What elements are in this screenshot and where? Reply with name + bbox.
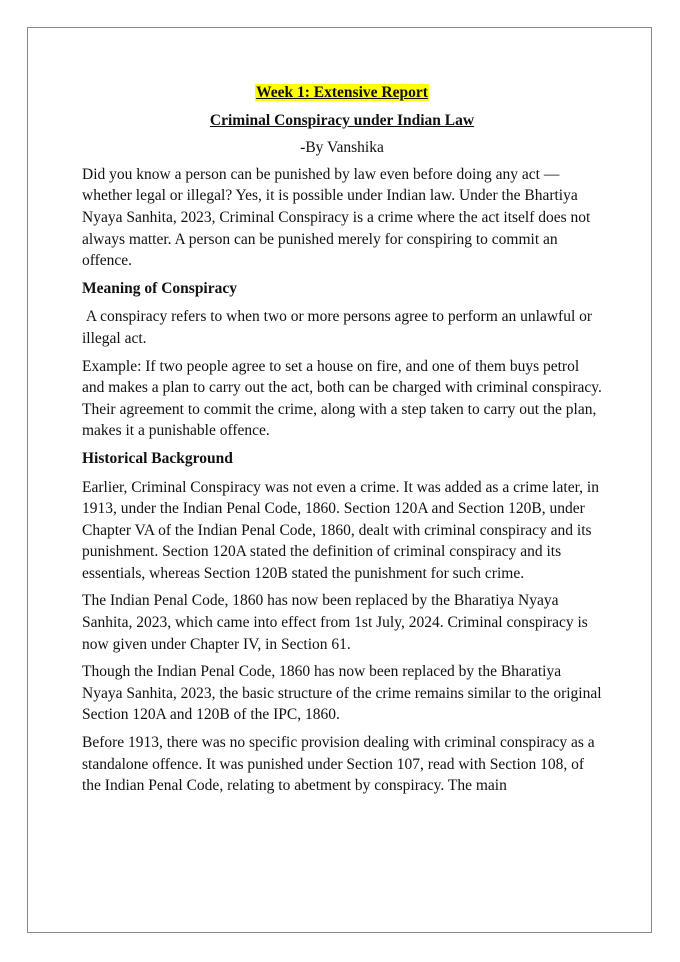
history-paragraph-3: Though the Indian Penal Code, 1860 has now been replaced by the Bharatiya Nyaya Sanhita, 2023, the basic structure of the crime remains similar to the original Section 120A and 120B of the IPC, 1860. xyxy=(82,663,602,724)
author-byline: -By Vanshika xyxy=(300,139,384,157)
document-body xyxy=(82,82,602,803)
history-paragraph-2: The Indian Penal Code, 1860 has now been replaced by the Bharatiya Nyaya Sanhita, 2023, which came into effect from 1st July, 2024. Criminal conspiracy is now given under Chapter IV, in Section 61. xyxy=(82,592,588,653)
heading-historical-background: Historical Background xyxy=(82,449,233,467)
title-block xyxy=(82,82,602,104)
meaning-paragraph: A conspiracy refers to when two or more persons agree to perform an unlawful or illegal act. xyxy=(82,308,596,347)
document-subtitle: Criminal Conspiracy under Indian Law xyxy=(209,111,475,129)
example-paragraph: Example: If two people agree to set a house on fire, and one of them buys petrol and makes a plan to carry out the act, both can be charged with criminal conspiracy. Their agreement to commit the crime, along with a step taken to carry out the plan, makes it a punishable offence. xyxy=(82,357,602,440)
history-paragraph-1: Earlier, Criminal Conspiracy was not even a crime. It was added as a crime later, in 1913, under the Indian Penal Code, 1860. Section 120A and Section 120B, under Chapter VA of the Indian Penal Code, 1860, dealt with criminal conspiracy and its punishment. Section 120A stated the definition of criminal conspiracy and its essentials, whereas Section 120B stated the punishment for such crime. xyxy=(82,478,599,582)
intro-paragraph: Did you know a person can be punished by law even before doing any act — whether legal or illegal? Yes, it is possible under Indian law. Under the Bhartiya Nyaya Sanhita, 2023, Criminal Conspiracy is a crime where the act itself does not always matter. A person can be punished merely for conspiring to commit an offence. xyxy=(82,165,591,270)
history-paragraph-4: Before 1913, there was no specific provision dealing with criminal conspiracy as a standalone offence. It was punished under Section 107, read with Section 108, of the Indian Penal Code, relating to abetment by conspiracy. The main xyxy=(82,734,595,795)
heading-meaning-of-conspiracy: Meaning of Conspiracy xyxy=(82,279,237,297)
document-title: Week 1: Extensive Report xyxy=(256,84,428,101)
